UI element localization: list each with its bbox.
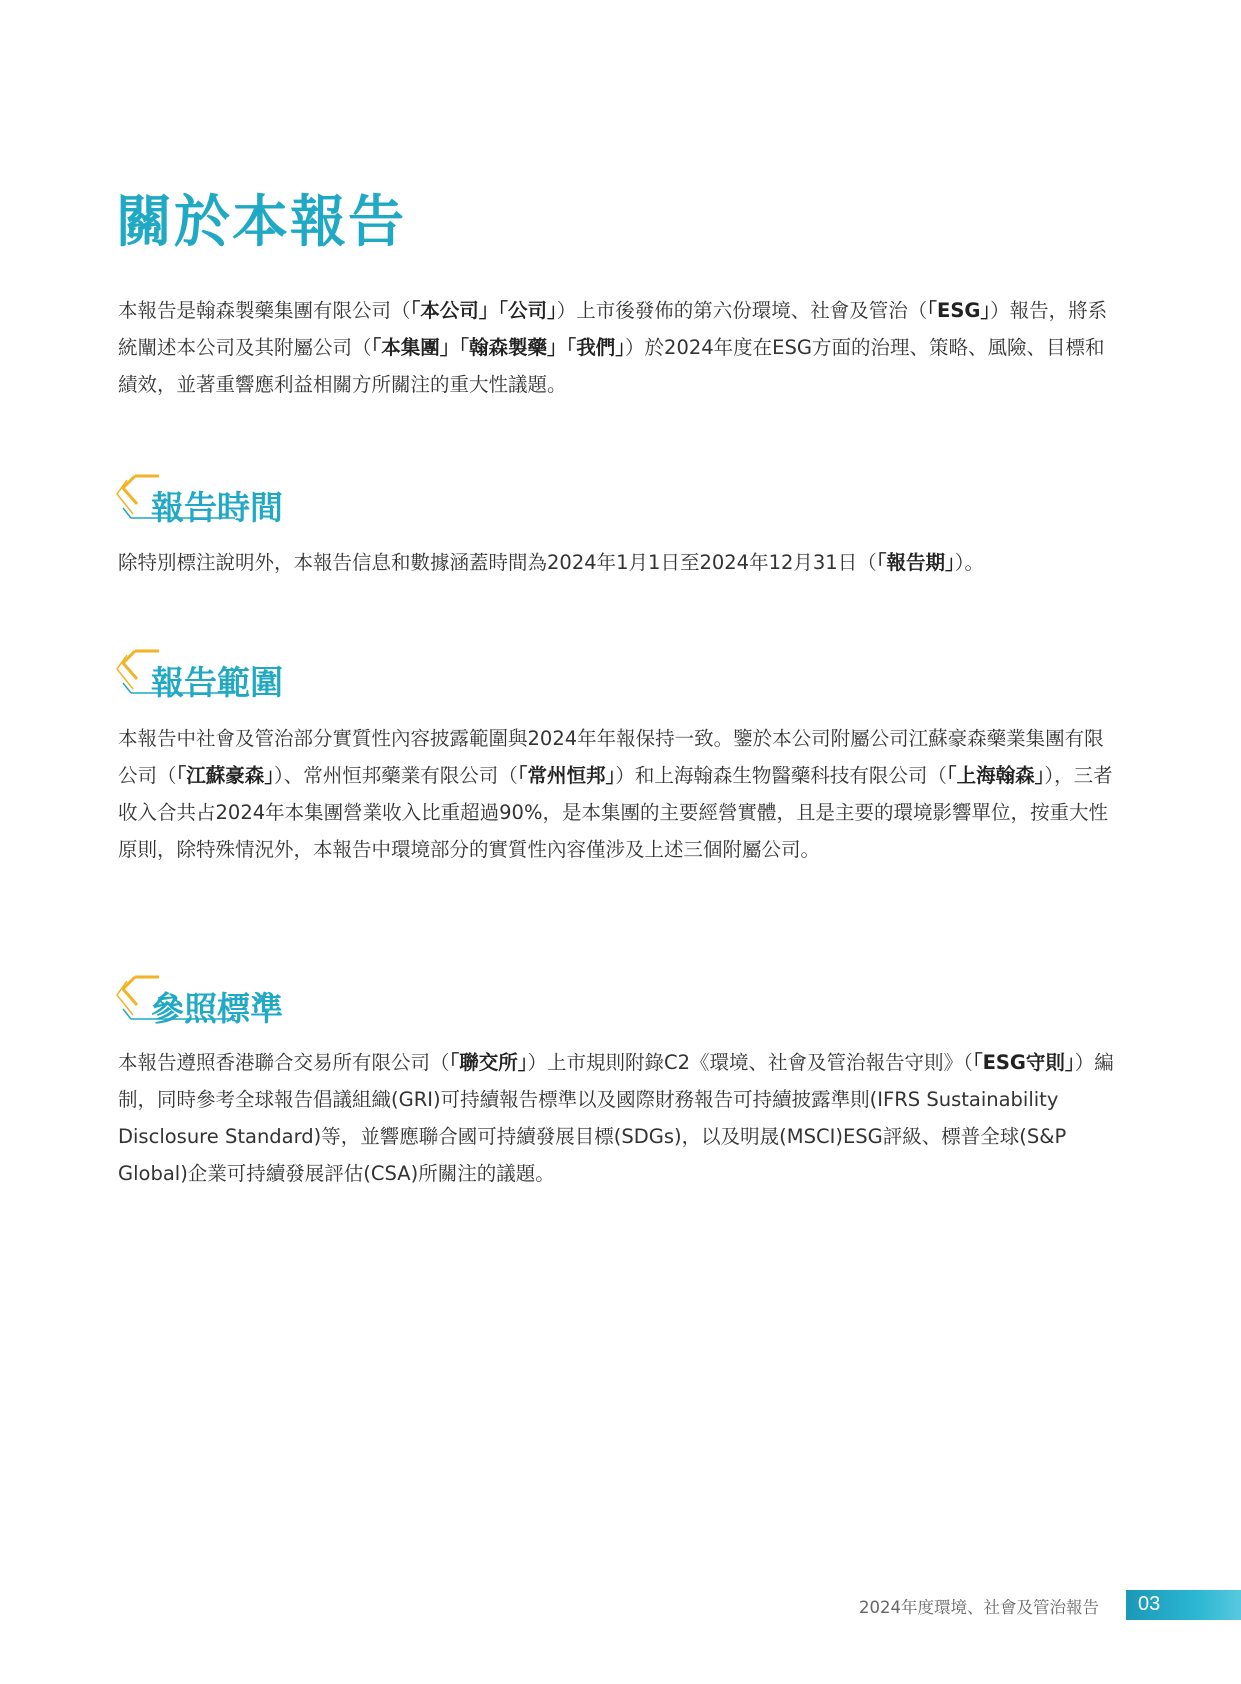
section-heading-reporting-period — [115, 474, 315, 534]
section-heading-reporting-scope — [115, 649, 315, 709]
section-title: 報告時間 — [151, 488, 283, 527]
page-number: 03 — [1138, 1593, 1161, 1615]
section-title: 報告範圍 — [151, 663, 283, 702]
page-number-tab — [1126, 1590, 1241, 1620]
footer-report-name: 2024年度環境、社會及管治報告 — [859, 1598, 1099, 1617]
reference-standards-paragraph: 本報告遵照香港聯合交易所有限公司（「聯交所」）上市規則附錄C2《環境、社會及管治報告守則》（「ESG守則」）編制，同時參考全球報告倡議組織(GRI)可持續報告標準以及國際財務報告可持續披露準則(IFRS Sustainability Disclosure Standard)等，並響應聯合國可持續發展目標(SDGs)，以及明晟(MSCI)ESG評級、標普全球(S&P Global)企業可持續發展評估(CSA)所關注的議題。 — [118, 1051, 1114, 1185]
section-heading-reference-standards — [115, 975, 315, 1035]
intro-paragraph: 本報告是翰森製藥集團有限公司（「本公司」「公司」）上市後發佈的第六份環境、社會及管治（「ESG」）報告，將系統闡述本公司及其附屬公司（「本集團」「翰森製藥」「我們」）於2024年度在ESG方面的治理、策略、風險、目標和績效，並著重響應利益相關方所關注的重大性議題。 — [118, 299, 1108, 396]
page-title: 關於本報告 — [116, 190, 406, 255]
reporting-period-paragraph: 除特別標注說明外，本報告信息和數據涵蓋時間為2024年1月1日至2024年12月31日（「報告期」）。 — [118, 551, 984, 574]
reporting-scope-paragraph: 本報告中社會及管治部分實質性內容披露範圍與2024年年報保持一致。鑒於本公司附屬公司江蘇豪森藥業集團有限公司（「江蘇豪森」）、常州恒邦藥業有限公司（「常州恒邦」）和上海翰森生物醫藥科技有限公司（「上海翰森」），三者收入合共占2024年本集團營業收入比重超過90%，是本集團的主要經營實體，且是主要的環境影響單位，按重大性原則，除特殊情況外，本報告中環境部分的實質性內容僅涉及上述三個附屬公司。 — [118, 727, 1113, 861]
section-title: 參照標準 — [151, 989, 283, 1028]
